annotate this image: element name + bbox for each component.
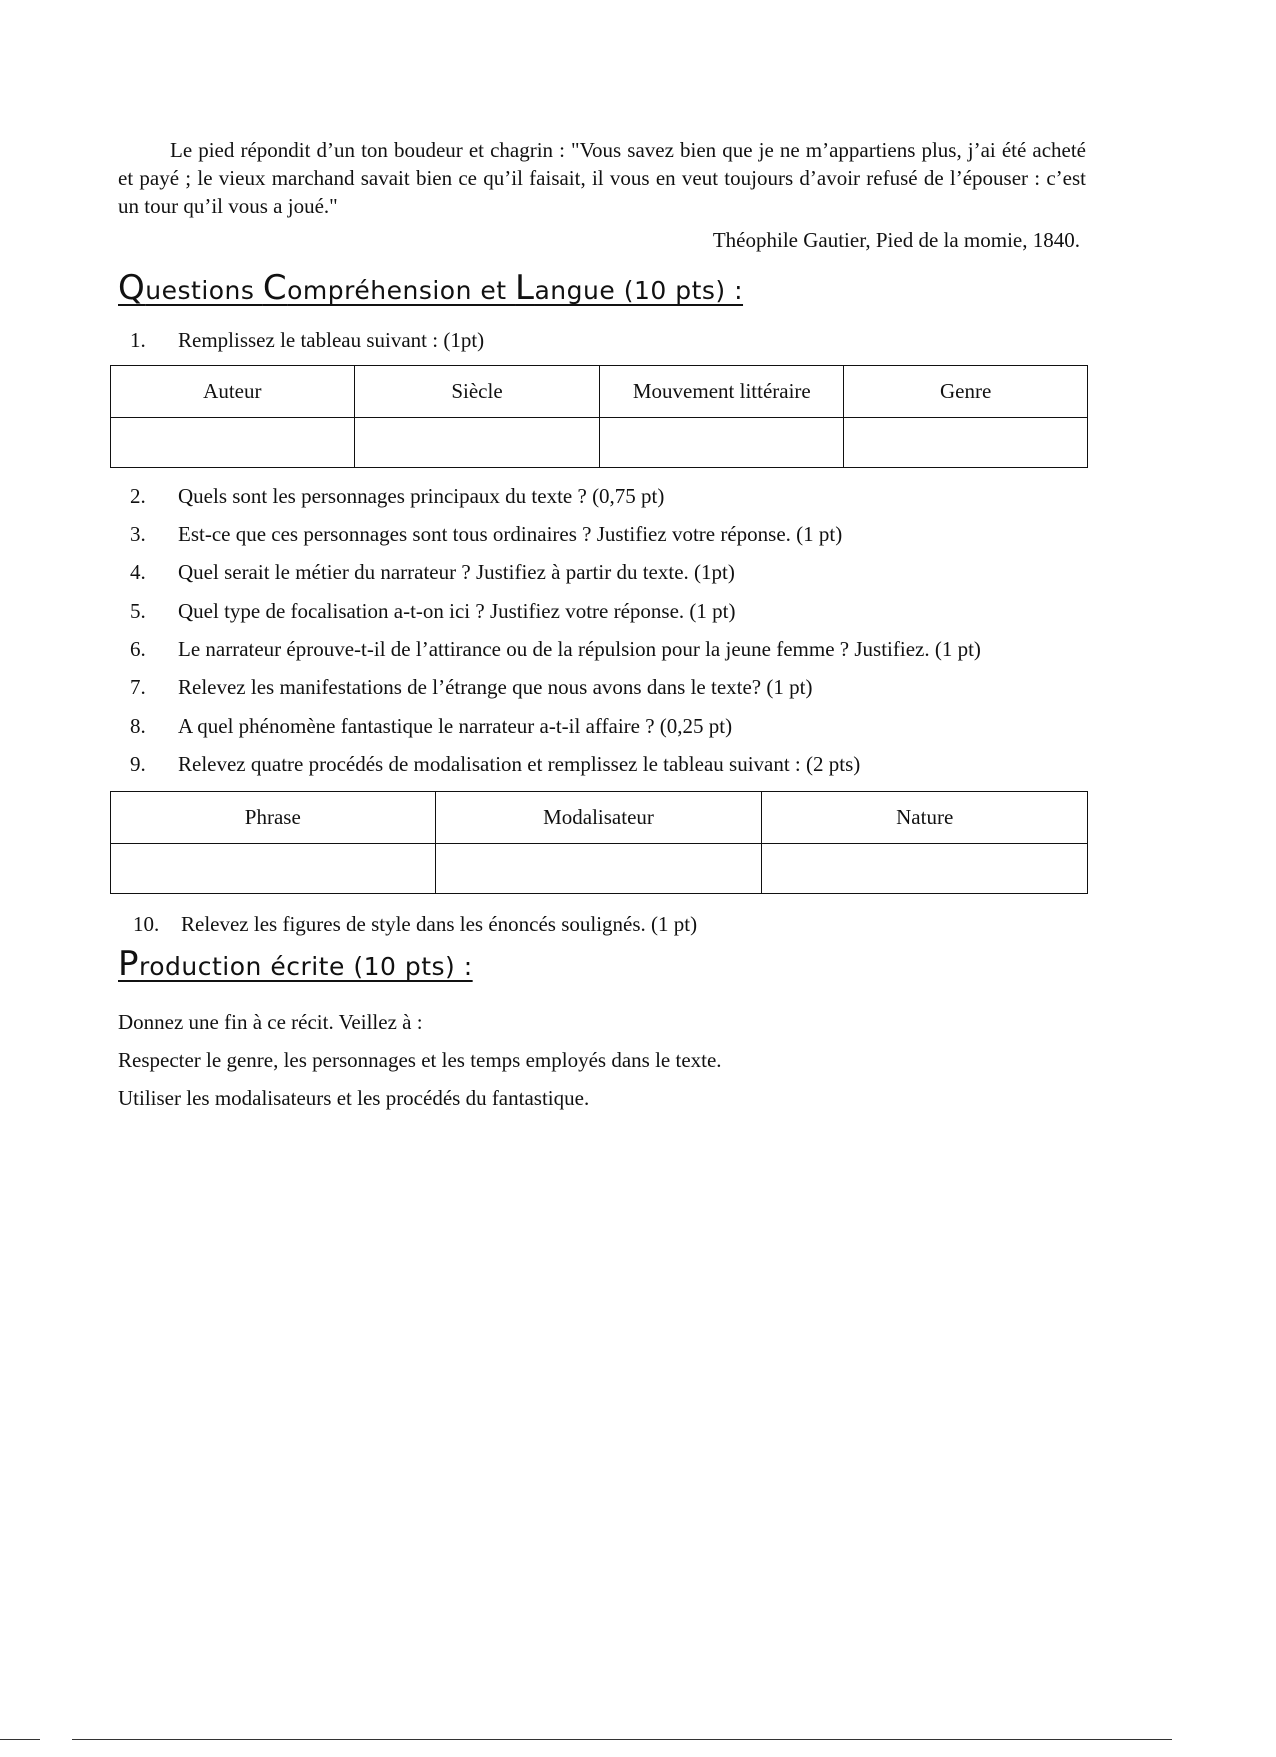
scan-edge-line bbox=[72, 1739, 1172, 1740]
table-empty-row bbox=[111, 844, 1088, 894]
question-text: Le narrateur éprouve-t-il de l’attirance ou de la répulsion pour la jeune femme ? Justifiez. (1 pt) bbox=[178, 637, 981, 661]
table-literary-info bbox=[110, 365, 1088, 468]
question-number: 6. bbox=[130, 637, 146, 661]
passage-text: Le pied répondit d’un ton boudeur et chagrin : "Vous savez bien que je ne m’appartiens plus, j’ai été acheté et payé ; le vieux marchand savait bien ce qu’il faisait, il vous en veut toujours d’avoir refusé de l’épouser : c’est un tour qu’il vous a joué." bbox=[118, 138, 1086, 218]
question-text: Quel serait le métier du narrateur ? Justifiez à partir du texte. (1pt) bbox=[178, 560, 735, 584]
question-number: 10. bbox=[133, 912, 160, 936]
question-number: 8. bbox=[130, 714, 146, 738]
question-7 bbox=[130, 674, 812, 700]
title-part-3: angue (10 pts) : bbox=[534, 276, 744, 305]
question-4 bbox=[130, 559, 735, 585]
production-instruction: Donnez une fin à ce récit. Veillez à : bbox=[118, 1010, 423, 1034]
question-text: Quel type de focalisation a-t-on ici ? Justifiez votre réponse. (1 pt) bbox=[178, 599, 736, 623]
question-6 bbox=[130, 636, 981, 662]
question-number: 7. bbox=[130, 675, 146, 699]
header-cell-movement: Mouvement littéraire bbox=[600, 366, 844, 418]
question-5 bbox=[130, 598, 735, 624]
question-number: 2. bbox=[130, 484, 146, 508]
empty-cell bbox=[762, 844, 1088, 894]
empty-cell bbox=[111, 418, 355, 468]
title-part-2: ompréhension et bbox=[287, 276, 516, 305]
title-part-1: uestions bbox=[145, 276, 263, 305]
question-text: Relevez les manifestations de l’étrange que nous avons dans le texte? (1 pt) bbox=[178, 675, 813, 699]
question-text: Relevez quatre procédés de modalisation et remplissez le tableau suivant : (2 pts) bbox=[178, 752, 861, 776]
section-title-production bbox=[118, 944, 473, 984]
scan-edge-line bbox=[0, 1739, 40, 1740]
question-9 bbox=[130, 751, 860, 777]
title-cap-l: L bbox=[515, 268, 535, 308]
question-10 bbox=[133, 911, 697, 937]
header-cell-phrase: Phrase bbox=[111, 792, 436, 844]
table-header-row bbox=[111, 792, 1088, 844]
question-number: 1. bbox=[130, 328, 146, 352]
header-cell-nature: Nature bbox=[762, 792, 1088, 844]
header-cell-century: Siècle bbox=[354, 366, 600, 418]
production-criterion-2: Utiliser les modalisateurs et les procédés du fantastique. bbox=[118, 1086, 590, 1110]
question-2 bbox=[130, 483, 664, 509]
table-modalisation bbox=[110, 791, 1088, 894]
empty-cell bbox=[435, 844, 762, 894]
empty-cell bbox=[111, 844, 436, 894]
production-criterion-1: Respecter le genre, les personnages et les temps employés dans le texte. bbox=[118, 1048, 722, 1072]
section-title-questions bbox=[118, 268, 743, 308]
question-text: Remplissez le tableau suivant : (1pt) bbox=[178, 328, 485, 352]
table-empty-row bbox=[111, 418, 1088, 468]
title-cap-c: C bbox=[262, 268, 288, 308]
table-header-row bbox=[111, 366, 1088, 418]
question-3 bbox=[130, 521, 842, 547]
header-cell-genre: Genre bbox=[844, 366, 1088, 418]
question-text: Quels sont les personnages principaux du texte ? (0,75 pt) bbox=[178, 484, 665, 508]
question-1 bbox=[130, 327, 484, 353]
empty-cell bbox=[354, 418, 600, 468]
header-cell-author: Auteur bbox=[111, 366, 355, 418]
question-number: 9. bbox=[130, 752, 146, 776]
question-text: A quel phénomène fantastique le narrateur a-t-il affaire ? (0,25 pt) bbox=[178, 714, 733, 738]
empty-cell bbox=[844, 418, 1088, 468]
header-cell-modalisateur: Modalisateur bbox=[435, 792, 762, 844]
question-number: 5. bbox=[130, 599, 146, 623]
question-8 bbox=[130, 713, 732, 739]
empty-cell bbox=[600, 418, 844, 468]
question-text: Est-ce que ces personnages sont tous ordinaires ? Justifiez votre réponse. (1 pt) bbox=[178, 522, 843, 546]
question-number: 3. bbox=[130, 522, 146, 546]
title-rest: roduction écrite (10 pts) : bbox=[139, 952, 473, 981]
question-number: 4. bbox=[130, 560, 146, 584]
passage-attribution: Théophile Gautier, Pied de la momie, 1840. bbox=[712, 228, 1080, 252]
title-cap-q: Q bbox=[118, 268, 146, 308]
title-cap-p: P bbox=[118, 944, 140, 984]
question-text: Relevez les figures de style dans les énoncés soulignés. (1 pt) bbox=[181, 912, 698, 936]
